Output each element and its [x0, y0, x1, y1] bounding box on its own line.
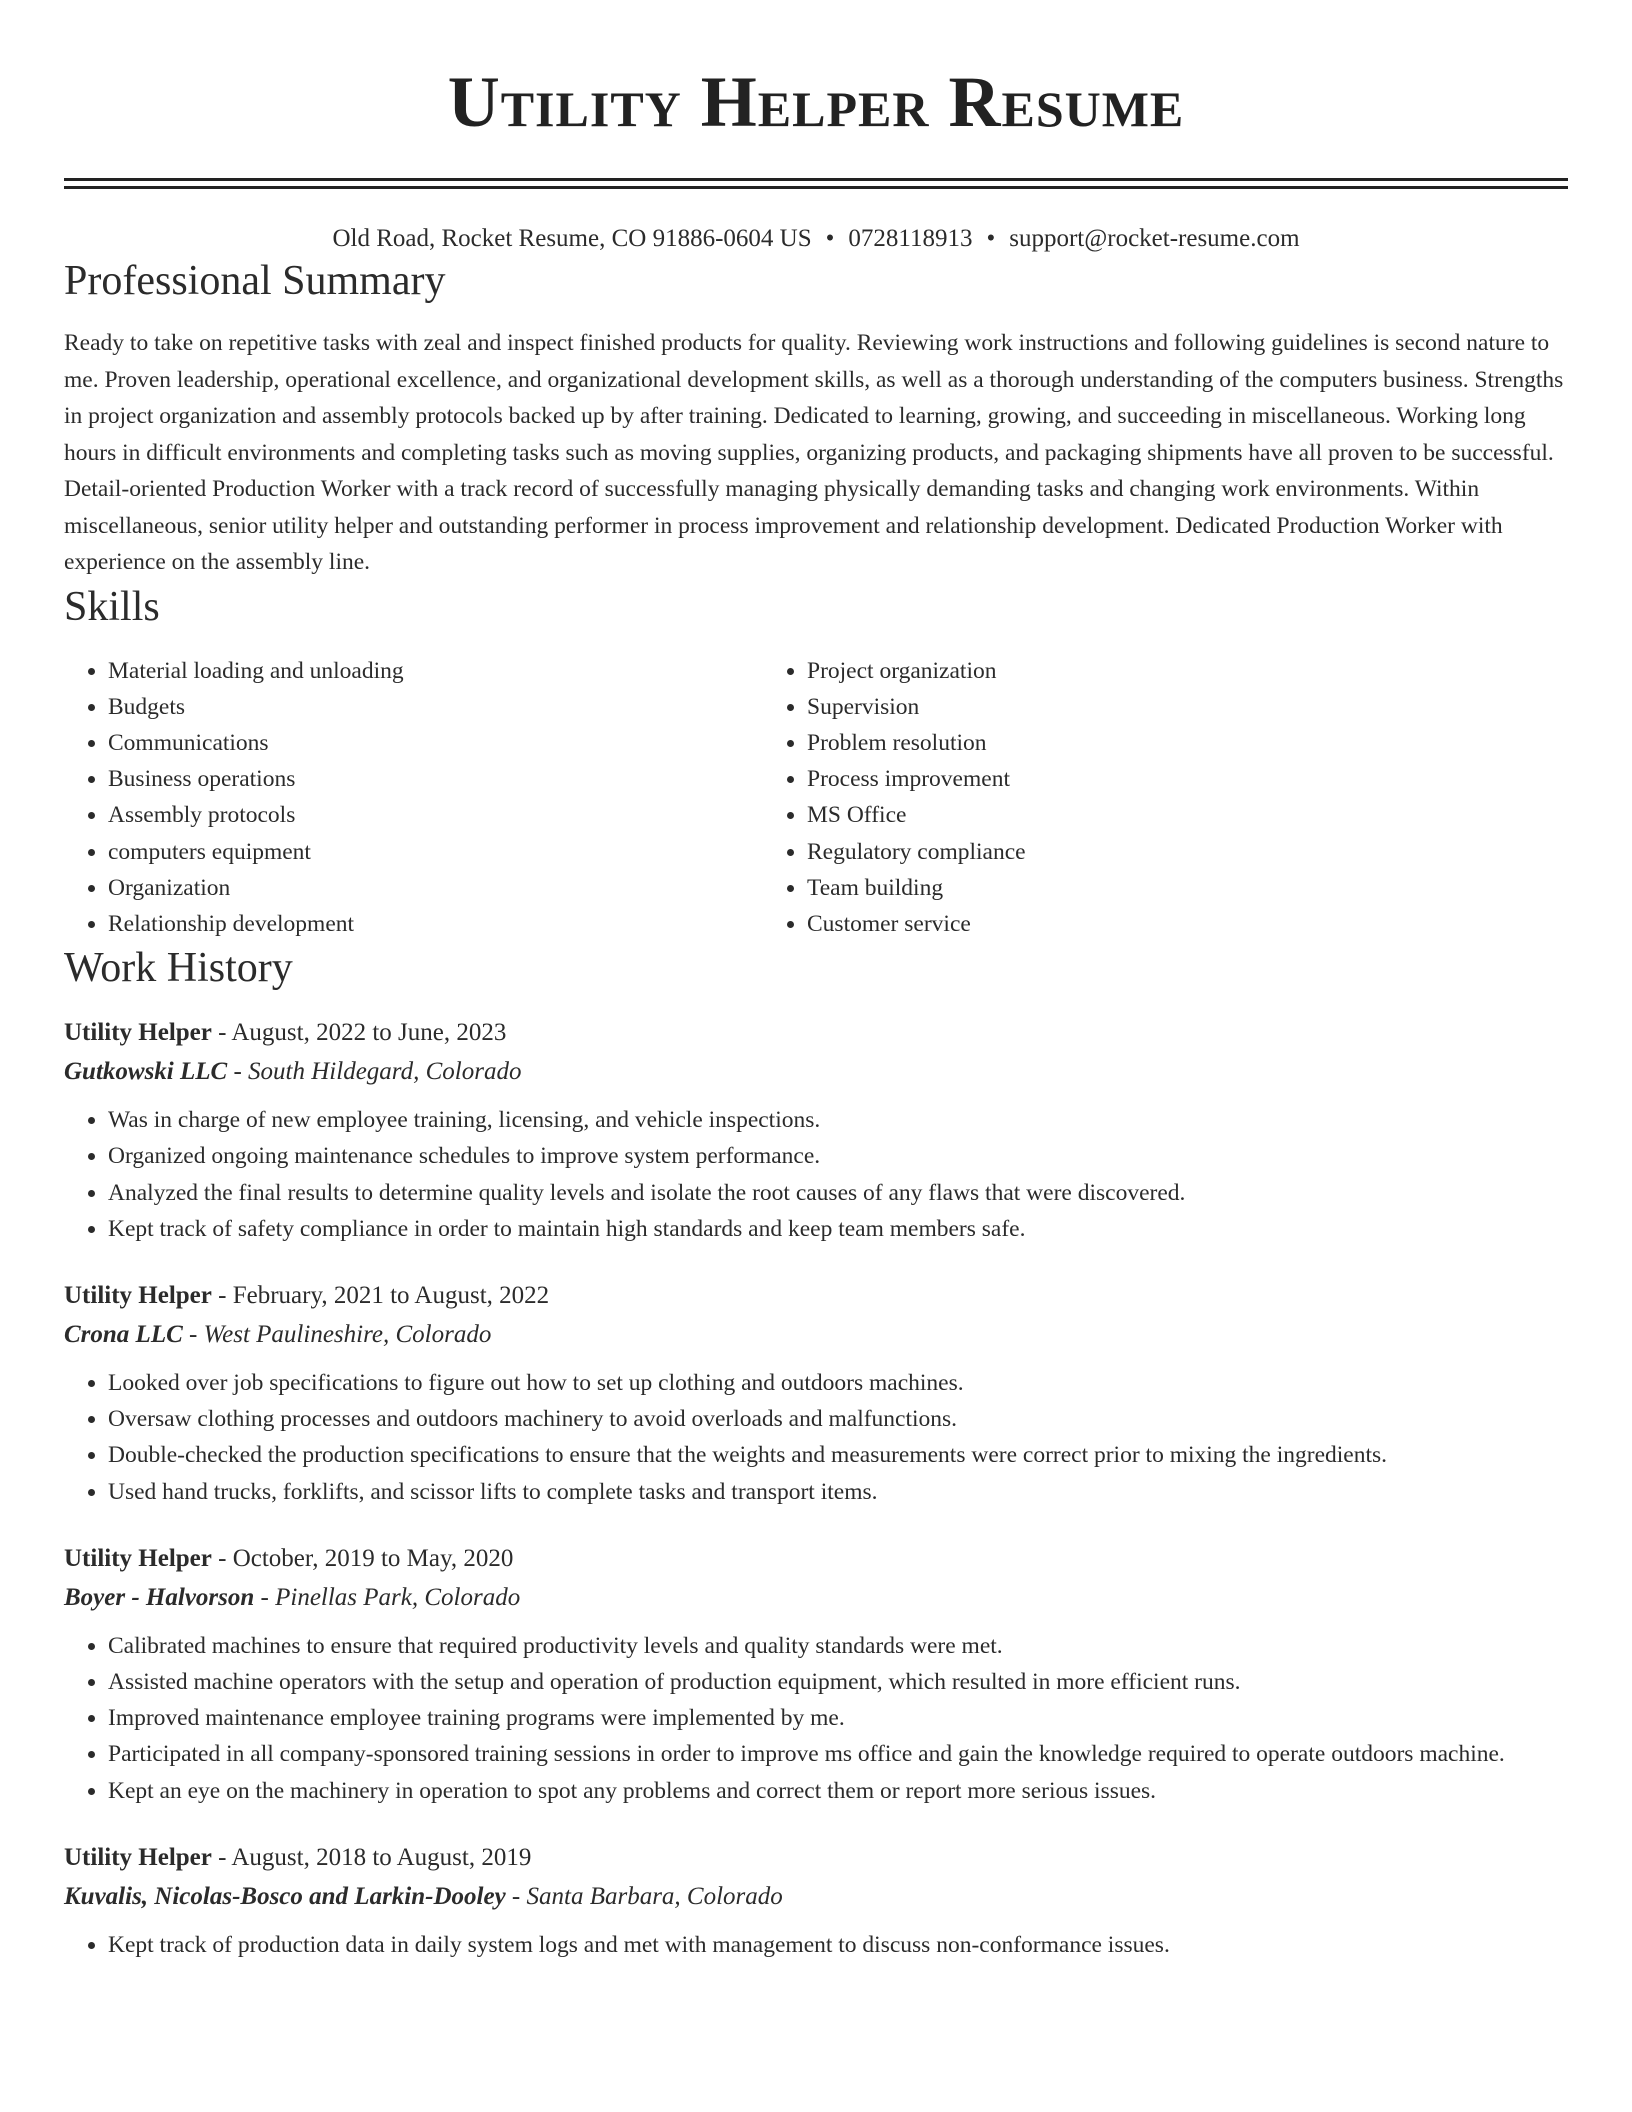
- contact-separator: •: [825, 225, 835, 252]
- skill-item: • MS Office: [807, 797, 1026, 833]
- work-history-list: [64, 1014, 1568, 1963]
- job-bullet: • Oversaw clothing processes and outdoors machinery to avoid overloads and malfunctions.: [108, 1401, 1568, 1437]
- contact-separator: •: [986, 225, 996, 252]
- skill-item: • Business operations: [108, 761, 762, 797]
- job-bullet: • Participated in all company-sponsored training sessions in order to improve ms office and gain the knowledge required to operate outdoors machine.: [108, 1736, 1568, 1772]
- job-dates: - August, 2022 to June, 2023: [211, 1019, 507, 1047]
- resume-title: Utility Helper Resume: [447, 62, 1185, 142]
- job-location: - Santa Barbara, Colorado: [505, 1882, 783, 1910]
- skills-list-right: [762, 653, 1026, 943]
- contact-line: [64, 223, 1568, 255]
- skill-item: • Assembly protocols: [108, 797, 762, 833]
- job-bullets: [64, 1365, 1568, 1510]
- job-bullet: • Kept an eye on the machinery in operation to spot any problems and correct them or report more serious issues.: [108, 1773, 1568, 1809]
- job-bullet: • Looked over job specifications to figure out how to set up clothing and outdoors machines.: [108, 1365, 1568, 1401]
- skill-item: • Relationship development: [108, 906, 762, 942]
- job-bullets: [64, 1102, 1568, 1247]
- skill-item: • Problem resolution: [807, 725, 1026, 761]
- title-divider-bottom: [64, 186, 1568, 189]
- skill-item: • Team building: [807, 870, 1026, 906]
- summary-heading: Professional Summary: [64, 258, 446, 304]
- job-bullets: [64, 1927, 1568, 1963]
- job-header: [64, 1014, 1568, 1052]
- skill-item: • Organization: [108, 870, 762, 906]
- job-bullet: • Organized ongoing maintenance schedules to improve system performance.: [108, 1138, 1568, 1174]
- skill-item: • Customer service: [807, 906, 1026, 942]
- summary-text: Ready to take on repetitive tasks with zeal and inspect finished products for quality. Reviewing work instructions and following guidelines is second nature to me. Proven leadership, operational excellence, and organizational development skills, as well as a thorough understanding of the computers business. Strengths in project organization and assembly protocols backed up by after training. Dedicated to learning, growing, and succeeding in miscellaneous. Working long hours in difficult environments and completing tasks such as moving supplies, organizing products, and packaging shipments have all proven to be successful. Detail-oriented Production Worker with a track record of successfully managing physically demanding tasks and changing work environments. Within miscellaneous, senior utility helper and outstanding performer in process improvement and relationship development. Dedicated Production Worker with experience on the assembly line.: [64, 330, 1564, 575]
- skill-item: • Communications: [108, 725, 762, 761]
- work-history-heading: Work History: [64, 945, 293, 992]
- job-dates: - February, 2021 to August, 2022: [211, 1281, 550, 1309]
- skill-item: • Project organization: [807, 653, 1026, 689]
- job-company: Gutkowski LLC: [64, 1058, 228, 1086]
- job-entry: [64, 1014, 1568, 1247]
- job-company-line: [64, 1052, 1568, 1092]
- job-dates: - August, 2018 to August, 2019: [211, 1843, 532, 1871]
- job-dates: - October, 2019 to May, 2020: [211, 1544, 514, 1572]
- skills-list-left: [64, 653, 762, 943]
- contact-phone: 0728118913: [848, 225, 973, 252]
- skills-columns: [64, 653, 1568, 943]
- job-bullets: [64, 1628, 1568, 1809]
- job-company-line: [64, 1578, 1568, 1618]
- skill-item: • computers equipment: [108, 834, 762, 870]
- job-bullet: • Was in charge of new employee training, licensing, and vehicle inspections.: [108, 1102, 1568, 1138]
- job-bullet: • Assisted machine operators with the setup and operation of production equipment, which resulted in more efficient runs.: [108, 1664, 1568, 1700]
- job-company: Boyer - Halvorson: [64, 1583, 255, 1611]
- job-bullet: • Analyzed the final results to determine quality levels and isolate the root causes of any flaws that were discovered.: [108, 1175, 1568, 1211]
- skills-heading: Skills: [64, 583, 160, 630]
- skill-item: • Process improvement: [807, 761, 1026, 797]
- contact-address: Old Road, Rocket Resume, CO 91886-0604 US: [332, 225, 812, 252]
- job-bullet: • Kept track of production data in daily system logs and met with management to discuss non-conformance issues.: [108, 1927, 1568, 1963]
- job-entry: [64, 1540, 1568, 1809]
- job-entry: [64, 1839, 1568, 1963]
- job-location: - West Paulineshire, Colorado: [182, 1320, 492, 1348]
- job-bullet: • Kept track of safety compliance in order to maintain high standards and keep team members safe.: [108, 1211, 1568, 1247]
- job-entry: [64, 1277, 1568, 1510]
- job-company: Crona LLC: [64, 1320, 183, 1348]
- job-role: Utility Helper: [64, 1843, 212, 1871]
- job-location: - Pinellas Park, Colorado: [254, 1583, 521, 1611]
- job-company-line: [64, 1877, 1568, 1917]
- job-bullet: • Improved maintenance employee training programs were implemented by me.: [108, 1700, 1568, 1736]
- job-location: - South Hildegard, Colorado: [227, 1058, 522, 1086]
- skill-item: • Supervision: [807, 689, 1026, 725]
- job-company-line: [64, 1315, 1568, 1355]
- contact-email: support@rocket-resume.com: [1009, 225, 1300, 252]
- job-company: Kuvalis, Nicolas-Bosco and Larkin-Dooley: [64, 1882, 506, 1910]
- title-divider-top: [64, 178, 1568, 181]
- job-bullet: • Calibrated machines to ensure that required productivity levels and quality standards were met.: [108, 1628, 1568, 1664]
- job-role: Utility Helper: [64, 1019, 212, 1047]
- job-header: [64, 1540, 1568, 1578]
- job-header: [64, 1277, 1568, 1315]
- job-header: [64, 1839, 1568, 1877]
- skill-item: • Material loading and unloading: [108, 653, 762, 689]
- job-role: Utility Helper: [64, 1281, 212, 1309]
- job-role: Utility Helper: [64, 1544, 212, 1572]
- skill-item: • Budgets: [108, 689, 762, 725]
- skill-item: • Regulatory compliance: [807, 834, 1026, 870]
- job-bullet: • Double-checked the production specifications to ensure that the weights and measurements were correct prior to mixing the ingredients.: [108, 1437, 1568, 1473]
- job-bullet: • Used hand trucks, forklifts, and scissor lifts to complete tasks and transport items.: [108, 1474, 1568, 1510]
